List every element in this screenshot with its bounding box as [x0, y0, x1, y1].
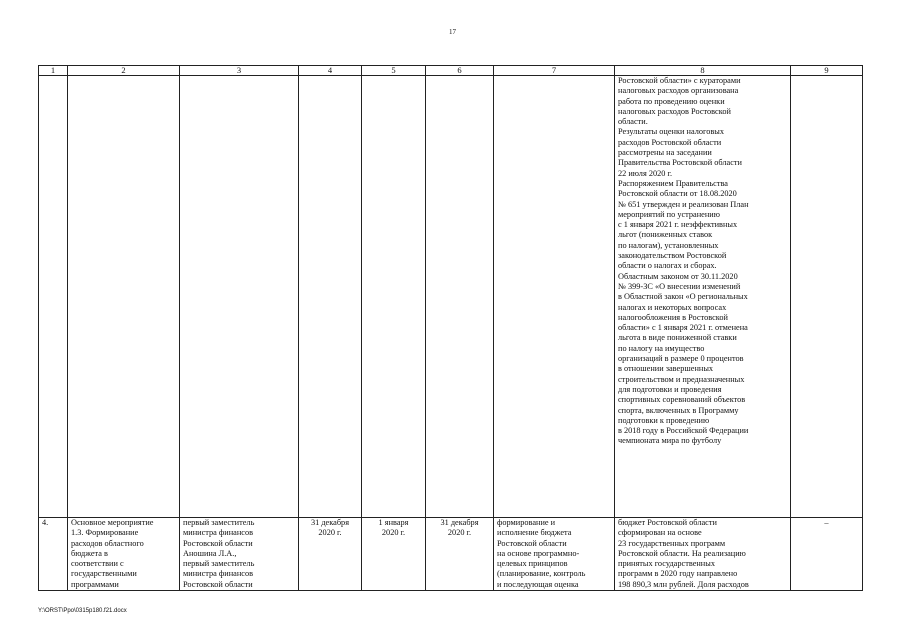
- table-cell: [494, 76, 615, 518]
- responsible-cell: первый заместитель министра финансов Ростовской области Аношина Л.А., первый заместитель министра финансов Ростовской области: [180, 518, 299, 591]
- expected-result-cell: формирование и исполнение бюджета Ростовской области на основе программно- целевых принципов (планирование, контроль и последующая оценка: [494, 518, 615, 591]
- table-cell: [68, 76, 180, 518]
- page-number: 17: [449, 28, 456, 36]
- activity-name-cell: Основное мероприятие 1.3. Формирование расходов областного бюджета в соответствии с государственными программами: [68, 518, 180, 591]
- notes-cell: –: [791, 518, 863, 591]
- results-cell: бюджет Ростовской области сформирован на основе 23 государственных программ Ростовской области. На реализацию принятых государственных программ в 2020 году направлено 198 890,3 млн рублей. Доля расходов: [615, 518, 791, 591]
- actual-start-date-cell: 1 января 2020 г.: [362, 518, 426, 591]
- report-table: [38, 65, 863, 591]
- column-number: 3: [180, 66, 299, 76]
- table-row: [39, 518, 863, 591]
- column-number: 6: [426, 66, 494, 76]
- table-cell: [299, 76, 362, 518]
- table-cell: [180, 76, 299, 518]
- column-number: 8: [615, 66, 791, 76]
- results-cell: Ростовской области» с кураторами налоговых расходов организована работа по проведению оценки налоговых расходов Ростовской области. Результаты оценки налоговых расходов Ростовской области рассмотрены на заседании Правительства Ростовской области 22 июля 2020 г. Распоряжением Правительства Ростовской области от 18.08.2020 № 651 утвержден и реализован План мероприятий по устранению с 1 января 2021 г. неэффективных льгот (пониженных ставок по налогам), установленных законодательством Ростовской области о налогах и сборах. Областным законом от 30.11.2020 № 399-ЗС «О внесении изменений в Областной закон «О региональных налогах и некоторых вопросах налогообложения в Ростовской области» с 1 января 2021 г. отменена льгота в виде пониженной ставки по налогу на имущество организаций в размере 0 процентов в отношении завершенных строительством и предназначенных для подготовки и проведения спортивных соревнований объектов спорта, включенных в Программу подготовки к проведению в 2018 году в Российской Федерации чемпионата мира по футболу: [615, 76, 791, 518]
- table-cell: [39, 76, 68, 518]
- actual-end-date-cell: 31 декабря 2020 г.: [426, 518, 494, 591]
- table-row-continued: [39, 76, 863, 518]
- column-number-row: [39, 66, 863, 76]
- table-cell: [791, 76, 863, 518]
- column-number: 9: [791, 66, 863, 76]
- table-cell: [362, 76, 426, 518]
- row-number: 4.: [39, 518, 68, 591]
- column-number: 2: [68, 66, 180, 76]
- table-cell: [426, 76, 494, 518]
- planned-end-date-cell: 31 декабря 2020 г.: [299, 518, 362, 591]
- column-number: 5: [362, 66, 426, 76]
- column-number: 7: [494, 66, 615, 76]
- column-number: 1: [39, 66, 68, 76]
- file-path-footer: Y:\ORST\Ppo\0315p180.f21.docx: [38, 608, 127, 614]
- column-number: 4: [299, 66, 362, 76]
